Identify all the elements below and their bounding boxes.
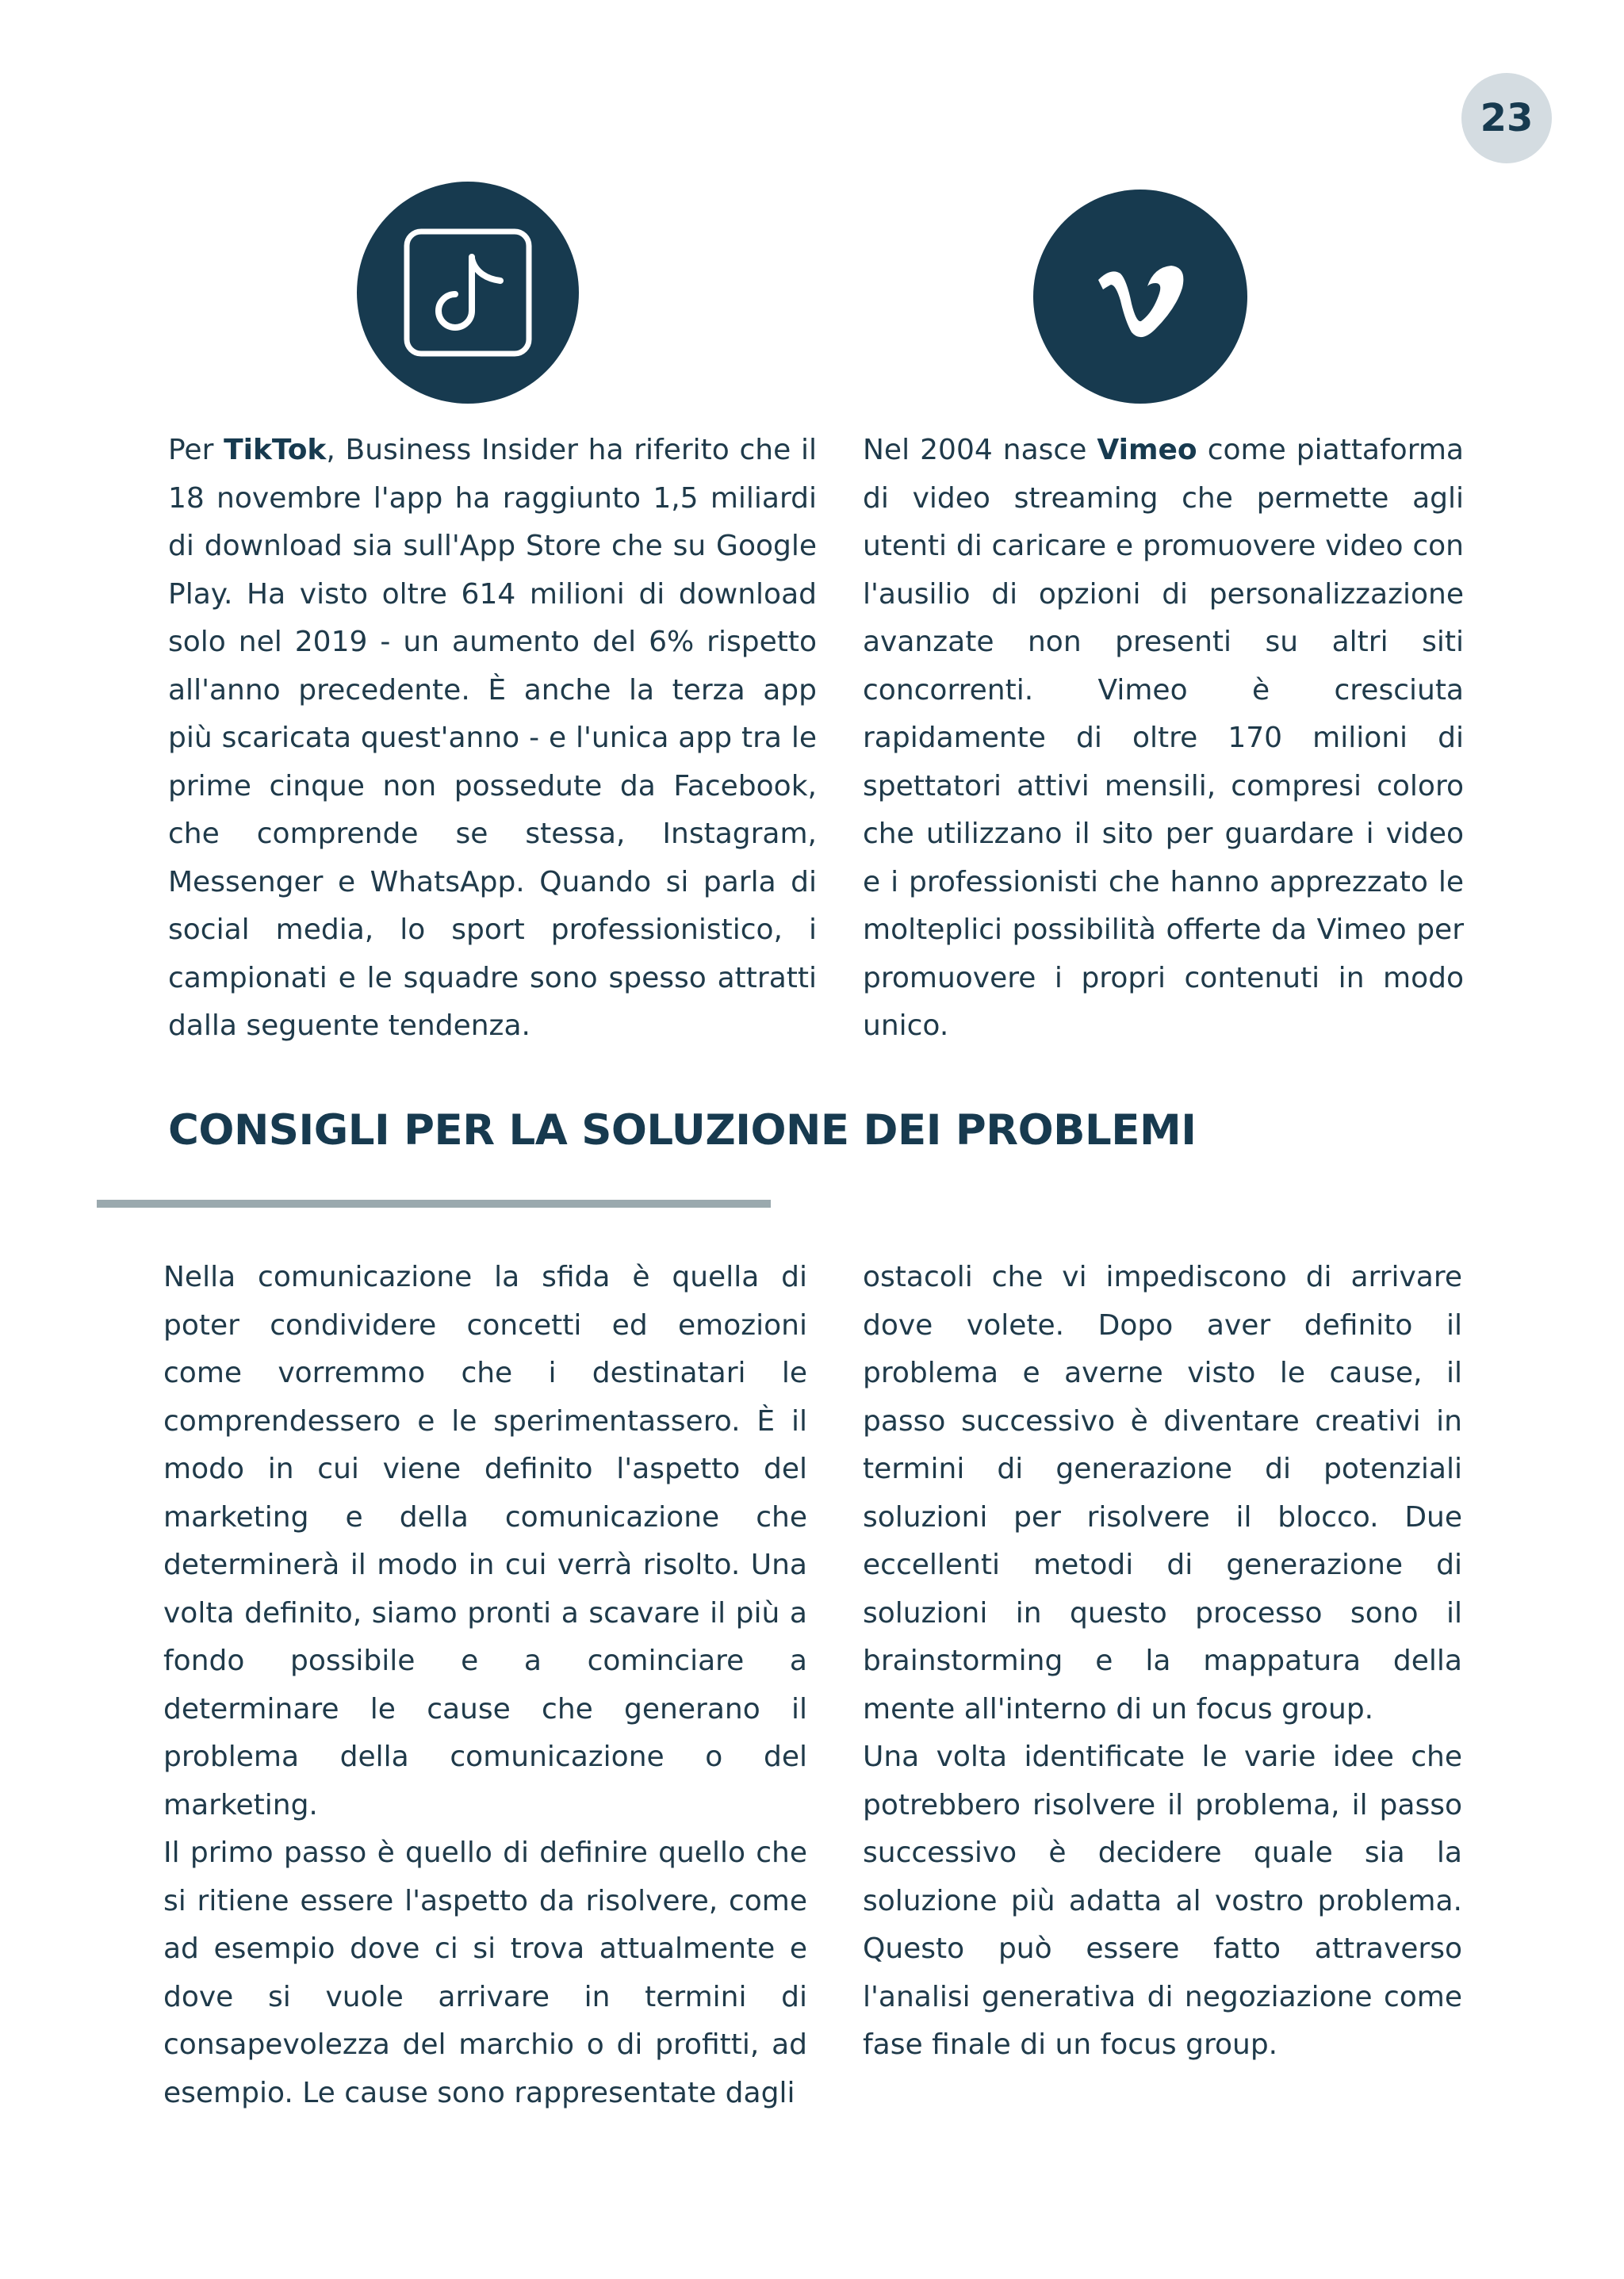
vimeo-icon [1089, 245, 1192, 348]
tiktok-text-start: Per [168, 434, 224, 466]
page-number: 23 [1461, 73, 1552, 163]
vimeo-paragraph [863, 427, 1464, 1051]
tiktok-paragraph [168, 427, 817, 1051]
tiktok-icon [400, 225, 535, 360]
vimeo-brand: Vimeo [1097, 434, 1197, 466]
section-heading: CONSIGLI PER LA SOLUZIONE DEI PROBLEMI [168, 1106, 1197, 1155]
left-column [163, 1254, 807, 2117]
right-paragraph-1: ostacoli che vi impediscono di arrivare dove volete. Dopo aver definito il problema e averne visto le cause, il passo successivo è diventare creativi in termini di generazione di potenziali soluzioni per risolvere il blocco. Due eccellenti metodi di generazione di soluzioni in questo processo sono il brainstorming e la mappatura della mente all'interno di un focus group. [863, 1261, 1462, 1726]
vimeo-logo [1033, 190, 1247, 404]
heading-divider [97, 1200, 771, 1208]
right-paragraph-2: Una volta identificate le varie idee che potrebbero risolvere il problema, il passo successivo è decidere quale sia la soluzione più adatta al vostro problema. Questo può essere fatto attraverso l'analisi generativa di negoziazione come fase finale di un focus group. [863, 1741, 1462, 2061]
tiktok-logo [357, 182, 579, 404]
tiktok-text-body: , Business Insider ha riferito che il 18 novembre l'app ha raggiunto 1,5 miliardi di download sia sull'App Store che su Google Play. Ha visto oltre 614 milioni di download solo nel 2019 - un aumento del 6% rispetto all'anno precedente. È anche la terza app più scaricata quest'anno - e l'unica app tra le prime cinque non possedute da Facebook, che comprende se stessa, Instagram, Messenger e WhatsApp. Quando si parla di social media, lo sport professionistico, i campionati e le squadre sono spesso attratti dalla seguente tendenza. [168, 434, 817, 1042]
vimeo-text-start: Nel 2004 nasce [863, 434, 1097, 466]
left-paragraph-1: Nella comunicazione la sfida è quella di poter condividere concetti ed emozioni come vorremmo che i destinatari le comprendessero e le sperimentassero. È il modo in cui viene definito l'aspetto del marketing e della comunicazione che determinerà il modo in cui verrà risolto. Una volta definito, siamo pronti a scavare il più a fondo possibile e a cominciare a determinare le cause che generano il problema della comunicazione o del marketing. [163, 1261, 807, 1821]
vimeo-text-body: come piattaforma di video streaming che permette agli utenti di caricare e promuovere video con l'ausilio di opzioni di personalizzazione avanzate non presenti su altri siti concorrenti. Vimeo è cresciuta rapidamente di oltre 170 milioni di spettatori attivi mensili, compresi coloro che utilizzano il sito per guardare i video e i professionisti che hanno apprezzato le molteplici possibilità offerte da Vimeo per promuovere i propri contenuti in modo unico. [863, 434, 1464, 1042]
right-column [863, 1254, 1462, 2070]
tiktok-brand: TikTok [224, 434, 327, 466]
left-paragraph-2: Il primo passo è quello di definire quello che si ritiene essere l'aspetto da risolvere, come ad esempio dove ci si trova attualmente e dove si vuole arrivare in termini di consapevolezza del marchio o di profitti, ad esempio. Le cause sono rappresentate dagli [163, 1837, 807, 2109]
